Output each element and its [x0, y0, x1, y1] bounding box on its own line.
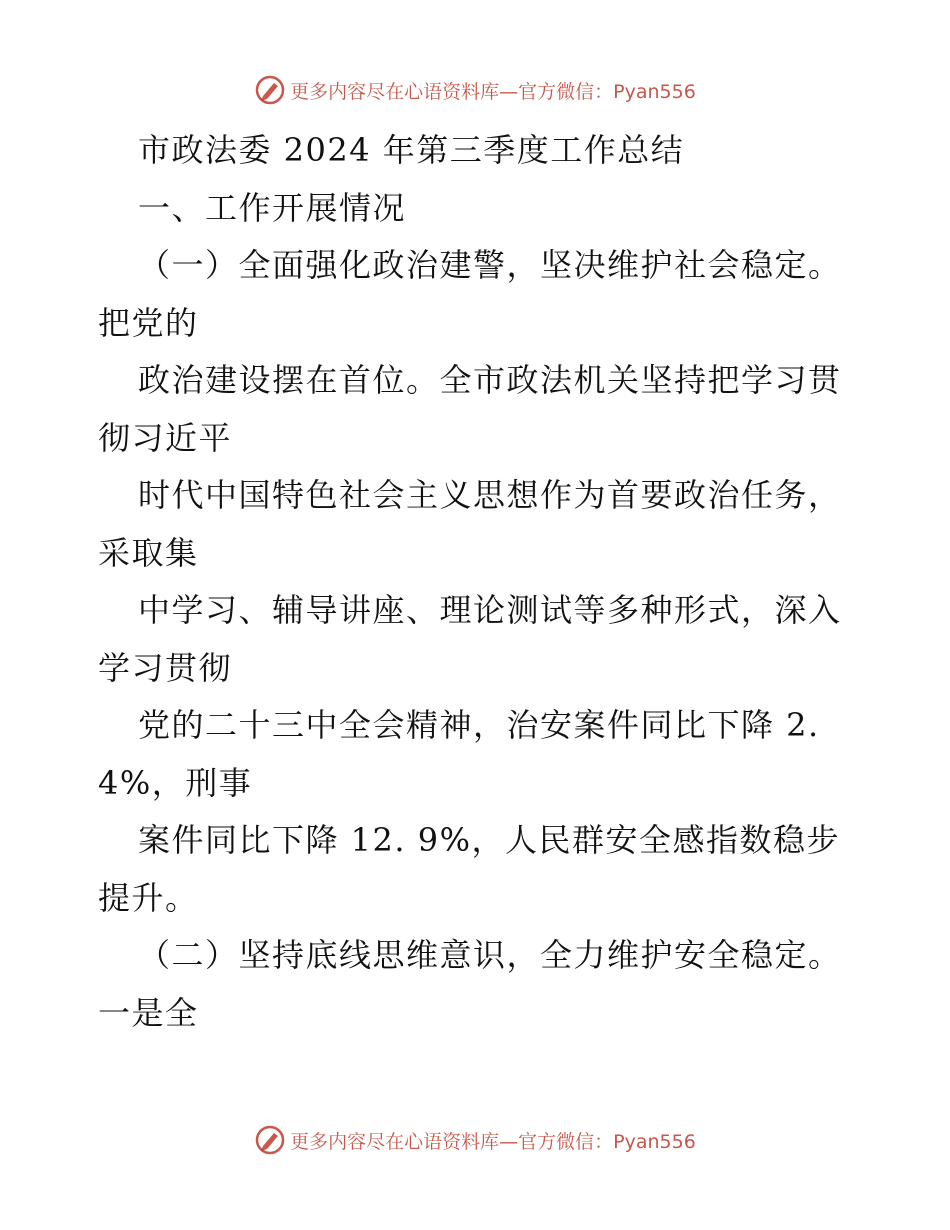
text-line: 党的二十三中全会精神，治安案件同比下降 2. — [138, 706, 820, 744]
text-line: 彻习近平 — [98, 418, 233, 457]
watermark-text: 更多内容尽在心语资料库—官方微信：Pyan556 — [290, 80, 696, 103]
text-line: 4%，刑事 — [98, 763, 253, 802]
footer-watermark — [0, 1120, 950, 1160]
watermark-text: 更多内容尽在心语资料库—官方微信：Pyan556 — [290, 1130, 696, 1153]
subsection-heading: （二）坚持底线思维意识，全力维护安全稳定。 — [138, 936, 842, 974]
pen-logo-icon — [254, 74, 286, 106]
text-line: 中学习、辅导讲座、理论测试等多种形式，深入 — [138, 591, 842, 629]
section-heading: 一、工作开展情况 — [138, 188, 407, 227]
text-line: 把党的 — [98, 303, 199, 342]
subsection-heading: （一）全面强化政治建警，坚决维护社会稳定。 — [138, 246, 842, 284]
text-line: 案件同比下降 12. 9%，人民群安全感指数稳步 — [138, 821, 841, 859]
text-line: 政治建设摆在首位。全市政法机关坚持把学习贯 — [138, 361, 842, 399]
pen-logo-icon — [254, 1124, 286, 1156]
text-line: 一是全 — [98, 993, 199, 1032]
header-watermark — [0, 70, 950, 110]
text-line: 学习贯彻 — [98, 648, 233, 687]
document-title: 市政法委 2024 年第三季度工作总结 — [138, 131, 685, 169]
text-line: 时代中国特色社会主义思想作为首要政治任务， — [138, 476, 842, 514]
text-line: 提升。 — [98, 878, 199, 917]
document-body — [98, 122, 858, 1042]
text-line: 采取集 — [98, 533, 199, 572]
